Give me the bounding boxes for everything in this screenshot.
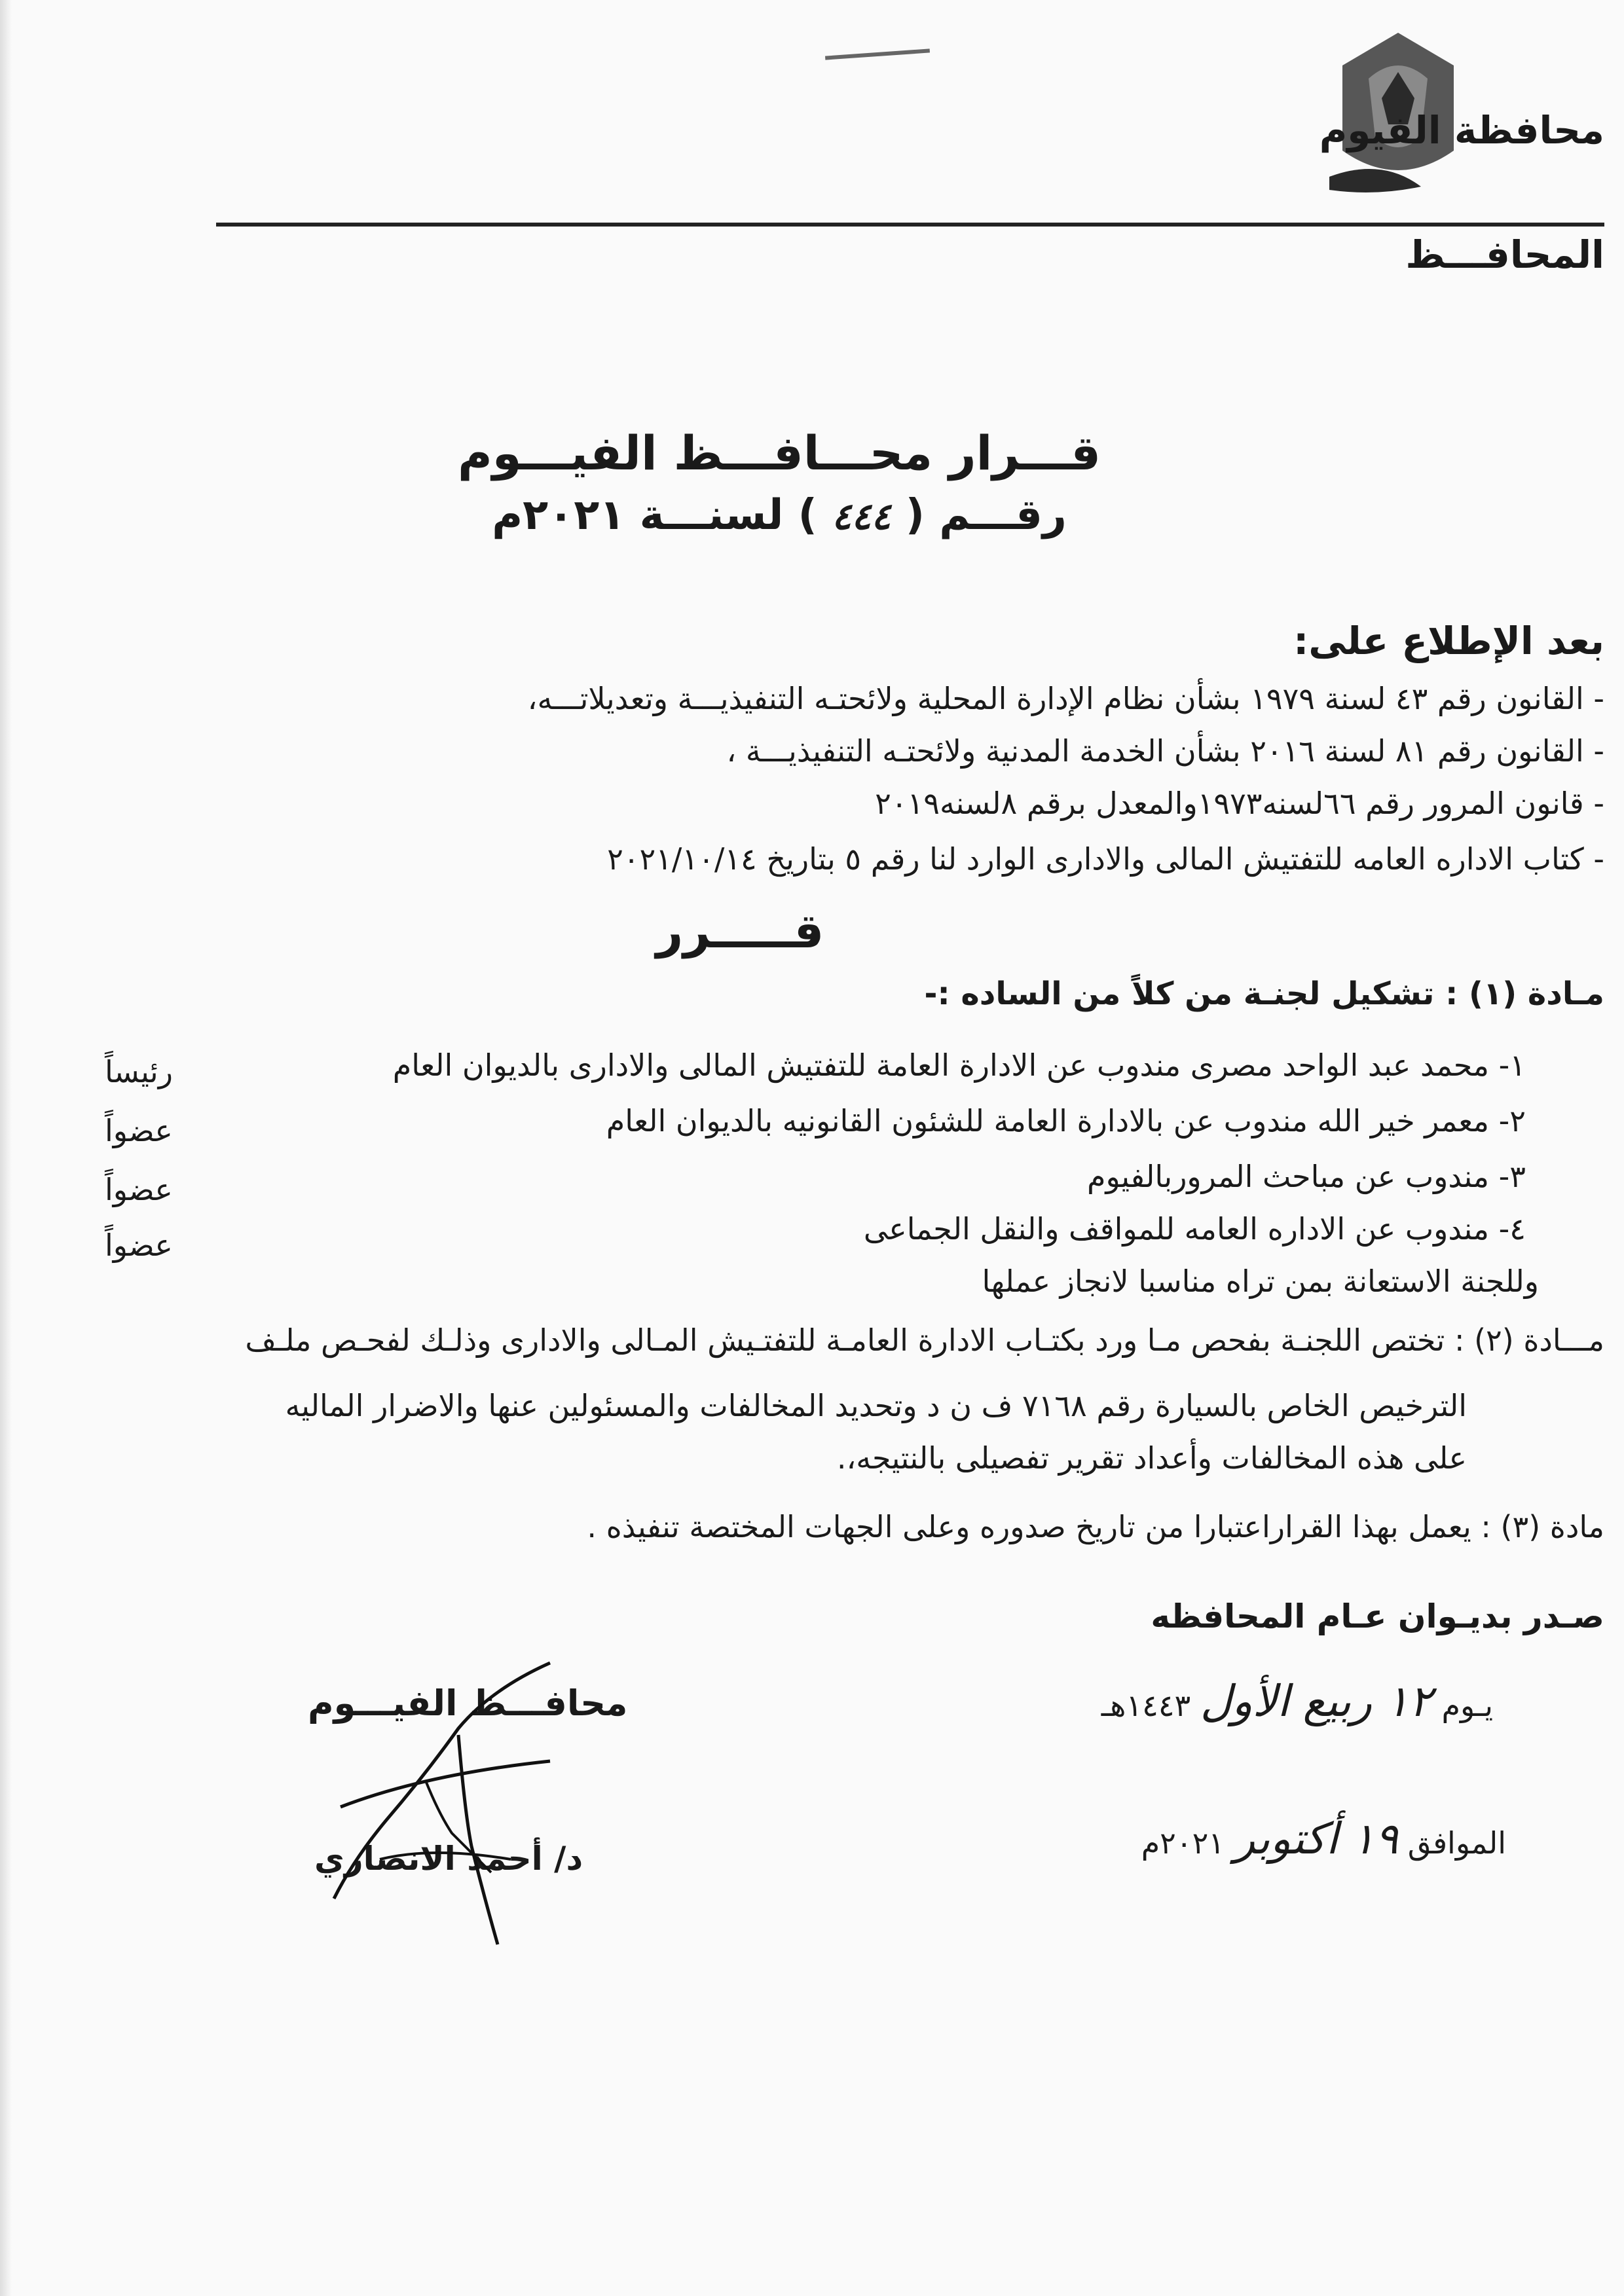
preamble-item-2: - القانون رقم ٨١ لسنة ٢٠١٦ بشأن الخدمة المدنية ولائحتـه التنفيذيـــة ، — [726, 733, 1604, 769]
article3-line: مادة (٣) : يعمل بهذا القراراعتبارا من تاريخ صدوره وعلى الجهات المختصة تنفيذه . — [587, 1509, 1604, 1544]
article2-line1: مـــادة (٢) : تختص اللجنـة بفحص مـا ورد بكتـاب الادارة العامـة للتفتـيش المـالى والادارى وذلـك لفحـص ملـف — [245, 1322, 1604, 1358]
decree-number-line — [0, 491, 1624, 539]
hijri-handwritten: ١٢ ربيع الأول — [1200, 1676, 1432, 1726]
decree-number: ٤٤٤ — [832, 495, 891, 538]
preamble-item-4: - كتاب الاداره العامه للتفتيش المالى والادارى الوارد لنا رقم ٥ بتاريخ ٢٠٢١/١٠/١٤ — [607, 841, 1604, 877]
preamble-heading: بعد الإطلاع على: — [1293, 619, 1604, 663]
scan-edge — [0, 0, 12, 2296]
member-1-role: رئيساً — [105, 1054, 173, 1089]
member-4: ٤- مندوب عن الاداره العامه للمواقف والنقل الجماعى — [863, 1211, 1526, 1247]
gregorian-year: ٢٠٢١م — [1141, 1825, 1225, 1861]
article1-heading: مـادة (١) : تشكيل لجنـة من كلاً من الساده :- — [924, 975, 1604, 1012]
handwritten-signature — [327, 1650, 576, 1951]
article1-note: وللجنة الاستعانة بمن تراه مناسبا لانجاز عملها — [982, 1264, 1539, 1299]
hijri-prefix: يـوم — [1441, 1688, 1493, 1723]
member-3-role: عضواً — [105, 1172, 173, 1207]
member-4-role: عضواً — [105, 1228, 173, 1263]
member-2-role: عضواً — [105, 1113, 173, 1148]
signatory-title: محافـــظ الفيـــوم — [308, 1683, 628, 1724]
hijri-date — [1101, 1676, 1493, 1726]
header-role: المحافـــظ — [1405, 232, 1604, 277]
article2-line2: الترخيص الخاص بالسيارة رقم ٧١٦٨ ف ن د وتحديد المخالفات والمسئولين عنها والاضرار الماليه — [285, 1388, 1467, 1423]
preamble-item-3: - قانون المرور رقم ٦٦لسنه١٩٧٣والمعدل برقم ٨لسنه٢٠١٩ — [875, 786, 1604, 821]
header-governorate: محافظة الفيوم — [1319, 108, 1604, 153]
decree-number-suffix: ) لسنـــة ٢٠٢١م — [492, 491, 817, 539]
scan-mark — [825, 48, 930, 60]
preamble-item-1: - القانون رقم ٤٣ لسنة ١٩٧٩ بشأن نظام الإدارة المحلية ولائحتـه التنفيذيـــة وتعديلاتـــه، — [527, 681, 1604, 716]
member-3: ٣- مندوب عن مباحث المروربالفيوم — [1086, 1159, 1526, 1194]
gregorian-date — [1141, 1813, 1506, 1864]
gregorian-handwritten: ١٩ أكتوبر — [1234, 1813, 1399, 1864]
article2-line3: على هذه المخالفات وأعداد تقرير تفصيلى بالنتيجه،. — [836, 1440, 1467, 1476]
signatory-name: د/ أحمد الانصاري — [314, 1840, 583, 1878]
issued-heading: صـدر بديـوان عـام المحافظه — [1151, 1597, 1604, 1635]
gregorian-prefix: الموافق — [1407, 1825, 1506, 1861]
decree-title: قـــرار محـــافـــظ الفيـــوم — [457, 426, 1101, 481]
member-1: ١- محمد عبد الواحد مصرى مندوب عن الادارة العامة للتفتيش المالى والادارى بالديوان العام — [392, 1048, 1526, 1083]
member-2: ٢- معمر خير الله مندوب عن بالادارة العامة للشئون القانونيه بالديوان العام — [606, 1103, 1526, 1139]
decree-heading: قـــــرر — [655, 903, 824, 958]
decree-number-prefix: رقـــم ( — [905, 491, 1067, 539]
hijri-year: ١٤٤٣هـ — [1101, 1688, 1191, 1723]
header-rule — [216, 223, 1604, 227]
